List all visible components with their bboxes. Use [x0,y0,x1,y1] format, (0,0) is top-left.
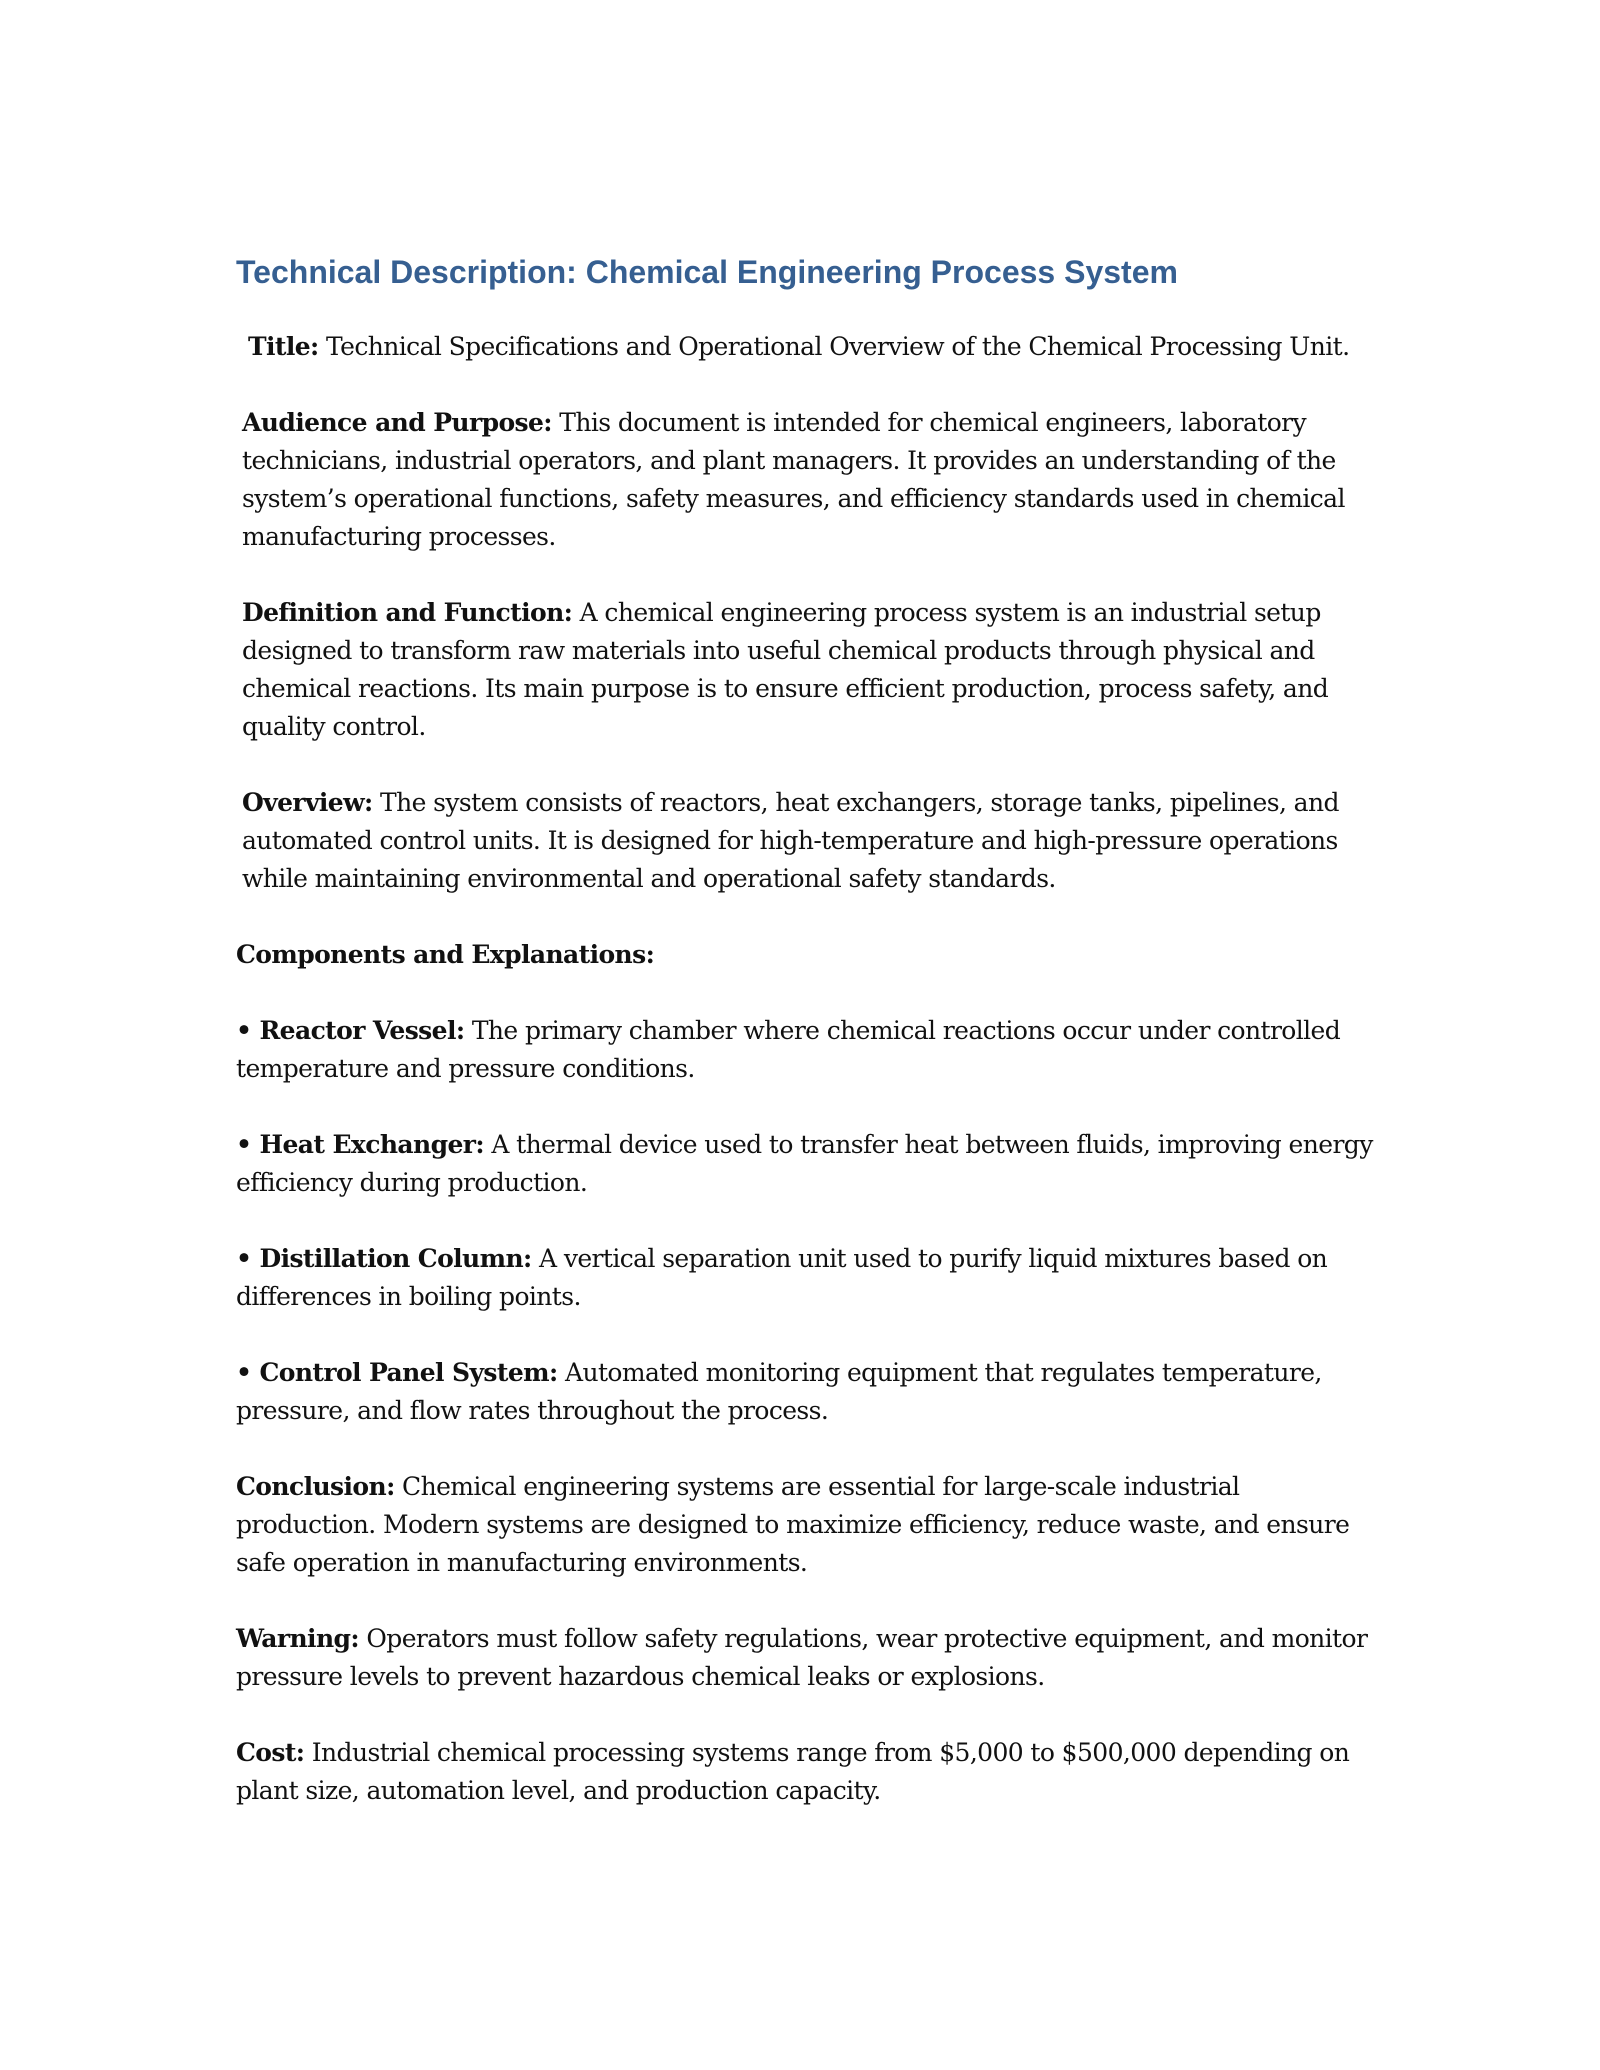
audience-label: Audience and Purpose: [242,408,552,437]
conclusion-text: Chemical engineering systems are essential for large-scale industrial production. Modern systems are designed to maximize efficiency, reduce waste, and ensure safe operation in manufacturing environments. [236,1472,1350,1577]
overview-label: Overview: [242,788,373,817]
component-text: A vertical separation unit used to purify liquid mixtures based on differences in boiling points. [236,1244,1328,1311]
overview-paragraph [236,784,1386,898]
component-text: Automated monitoring equipment that regulates temperature, pressure, and flow rates throughout the process. [236,1358,1322,1425]
component-item [236,1126,1386,1202]
component-label: Heat Exchanger: [259,1130,484,1159]
bullet-marker: • [236,1130,260,1159]
document-heading: Technical Description: Chemical Engineering Process System [236,254,1178,290]
component-item [236,1240,1386,1316]
components-heading: Components and Explanations: [236,940,655,969]
component-text: The primary chamber where chemical reactions occur under controlled temperature and pressure conditions. [236,1016,1341,1083]
title-label: Title: [248,332,319,361]
audience-paragraph [236,404,1386,556]
component-item [236,1012,1386,1088]
overview-text: The system consists of reactors, heat exchangers, storage tanks, pipelines, and automated control units. It is designed for high-temperature and high-pressure operations while maintaining environmental and operational safety standards. [242,788,1339,893]
conclusion-paragraph [236,1468,1386,1582]
title-paragraph [236,328,1386,366]
definition-paragraph [236,594,1386,746]
title-text: Technical Specifications and Operational Overview of the Chemical Processing Unit. [318,332,1350,361]
definition-label: Definition and Function: [242,598,573,627]
component-label: Reactor Vessel: [259,1016,465,1045]
bullet-marker: • [236,1244,260,1273]
component-label: Distillation Column: [259,1244,532,1273]
component-label: Control Panel System: [259,1358,558,1387]
document-body [236,252,1386,1848]
cost-paragraph [236,1734,1386,1810]
cost-label: Cost: [236,1738,305,1767]
audience-text: This document is intended for chemical engineers, laboratory technicians, industrial operators, and plant managers. It provides an understanding of the system’s operational functions, safety measures, and efficiency standards used in chemical manufacturing processes. [242,408,1345,551]
warning-paragraph [236,1620,1386,1696]
definition-text: A chemical engineering process system is an industrial setup designed to transform raw materials into useful chemical products through physical and chemical reactions. Its main purpose is to ensure efficient production, process safety, and quality control. [242,598,1329,741]
bullet-marker: • [236,1358,260,1387]
component-text: A thermal device used to transfer heat between fluids, improving energy efficiency during production. [236,1130,1373,1197]
cost-text: Industrial chemical processing systems range from $5,000 to $500,000 depending on plant size, automation level, and production capacity. [236,1738,1350,1805]
warning-label: Warning: [236,1624,360,1653]
component-item [236,1354,1386,1430]
conclusion-label: Conclusion: [236,1472,395,1501]
warning-text: Operators must follow safety regulations, wear protective equipment, and monitor pressure levels to prevent hazardous chemical leaks or explosions. [236,1624,1368,1691]
bullet-marker: • [236,1016,260,1045]
